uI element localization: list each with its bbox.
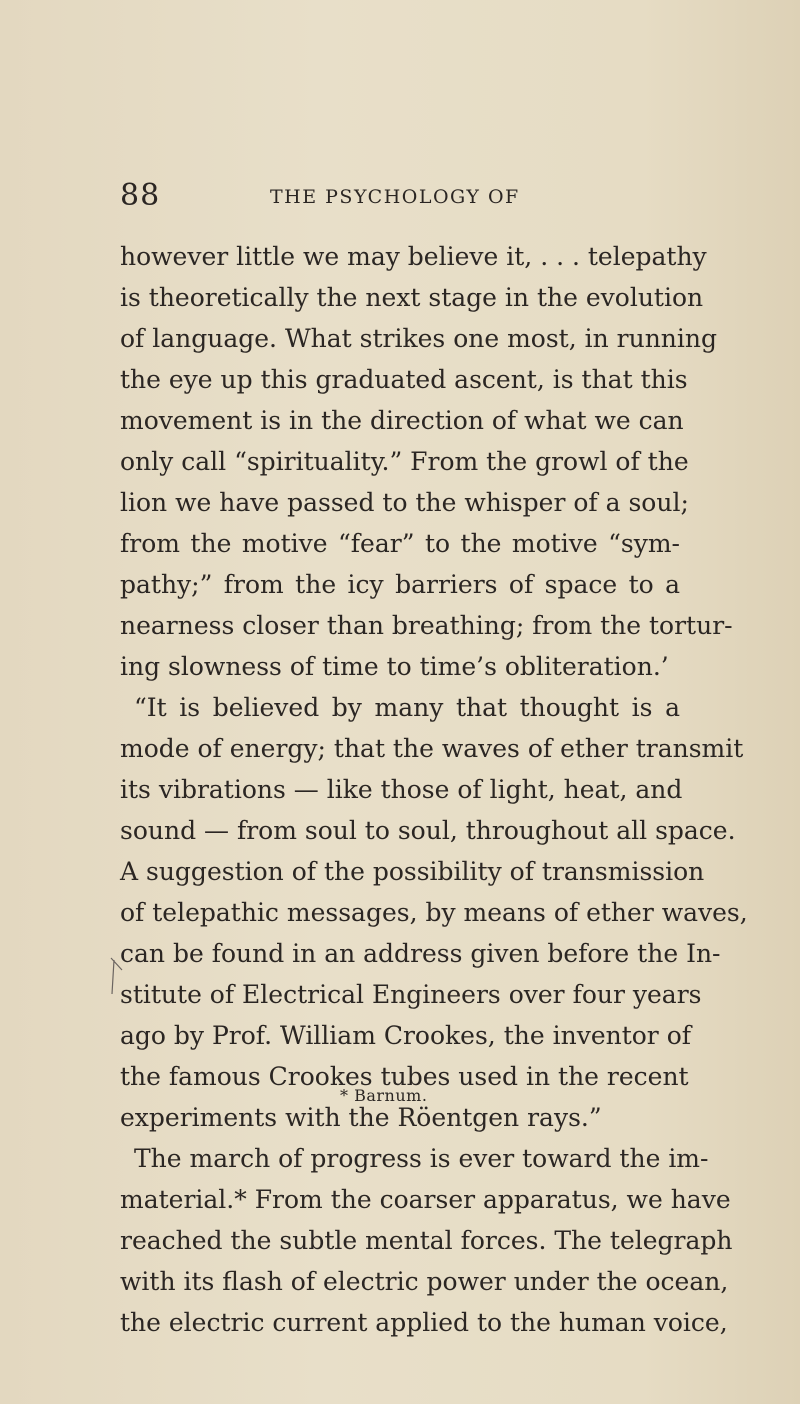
- text-line: its vibrations — like those of light, heat, and: [120, 775, 683, 804]
- text-line: experiments with the Röentgen rays.”: [120, 1103, 602, 1132]
- text-line: “It is believed by many that thought is a: [134, 693, 680, 722]
- footnote: * Barnum.: [340, 1086, 428, 1105]
- text-line: with its flash of electric power under the ocean,: [120, 1267, 729, 1296]
- text-line: material.* From the coarser apparatus, we have: [120, 1185, 731, 1214]
- text-line: mode of energy; that the waves of ether transmit: [120, 734, 744, 763]
- text-line: pathy;” from the icy barriers of space to a: [120, 570, 680, 599]
- text-line: can be found in an address given before the In-: [120, 939, 721, 968]
- text-line: reached the subtle mental forces. The telegraph: [120, 1226, 733, 1255]
- text-line: lion we have passed to the whisper of a soul;: [120, 488, 689, 517]
- text-line: movement is in the direction of what we can: [120, 406, 684, 435]
- text-line: the electric current applied to the human voice,: [120, 1308, 728, 1337]
- text-line: The march of progress is ever toward the im-: [134, 1144, 709, 1173]
- text-line: only call “spirituality.” From the growl of the: [120, 447, 689, 476]
- text-line: sound — from soul to soul, throughout all space.: [120, 816, 736, 845]
- text-line: ing slowness of time to time’s obliteration.’: [120, 652, 669, 681]
- page-number: 88: [120, 178, 161, 213]
- text-line: from the motive “fear” to the motive “sym-: [120, 529, 680, 558]
- text-line: ago by Prof. William Crookes, the inventor of: [120, 1021, 692, 1050]
- text-line: the eye up this graduated ascent, is that this: [120, 365, 688, 394]
- running-head: THE PSYCHOLOGY OF: [270, 186, 520, 208]
- text-line: stitute of Electrical Engineers over four years: [120, 980, 702, 1009]
- text-line: of language. What strikes one most, in running: [120, 324, 718, 353]
- text-line: of telepathic messages, by means of ether waves,: [120, 898, 748, 927]
- text-line: A suggestion of the possibility of transmission: [120, 857, 705, 886]
- page-header: [120, 178, 680, 218]
- text-line: nearness closer than breathing; from the tortur-: [120, 611, 733, 640]
- body-text: [120, 236, 748, 1343]
- text-line: the famous Crookes tubes used in the recent: [120, 1062, 689, 1091]
- text-line: however little we may believe it, . . . telepathy: [120, 242, 707, 271]
- pencil-paragraph-mark: [108, 956, 126, 996]
- text-line: is theoretically the next stage in the evolution: [120, 283, 704, 312]
